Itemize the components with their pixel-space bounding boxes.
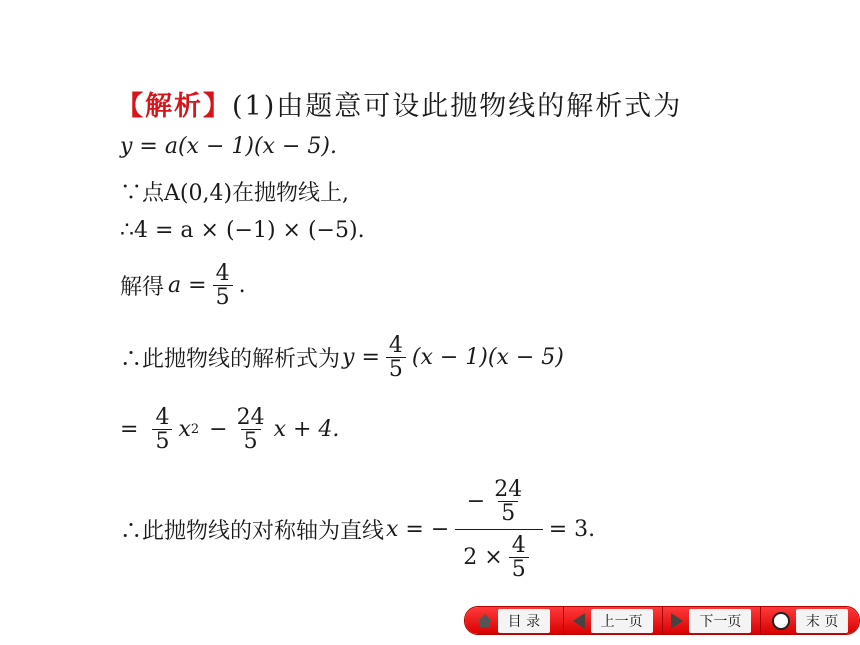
numerator: 4: [155, 405, 170, 430]
last-page-button[interactable]: [761, 607, 859, 634]
analysis-tag: 【解析】: [116, 91, 232, 122]
equation-text: y =: [342, 345, 380, 371]
equation-line-7: [120, 478, 595, 581]
compound-denominator: [455, 529, 542, 581]
next-label: 下一页: [689, 609, 751, 633]
equation-text: ∵点A(0,4)在抛物线上,: [120, 181, 350, 206]
equation-text: ∴此抛物线的对称轴为直线: [120, 519, 385, 545]
contents-button[interactable]: [465, 607, 564, 634]
compound-fraction: [455, 478, 542, 581]
denominator: 5: [386, 357, 406, 381]
numerator: 4: [215, 261, 230, 286]
equation-line-5: [120, 334, 564, 381]
numerator: 4: [511, 533, 526, 559]
previous-label: 上一页: [591, 609, 653, 633]
contents-label: 目 录: [498, 609, 550, 633]
denominator: 5: [213, 285, 233, 309]
fraction: [152, 406, 172, 453]
slide-navigation-bar: [464, 606, 860, 635]
equation-text: y = a(x − 1)(x − 5).: [120, 134, 337, 159]
equation-text: .: [238, 273, 246, 299]
numerator: 24: [236, 405, 265, 430]
numerator: 24: [494, 477, 523, 502]
title-text: (1)由题意可设此抛物线的解析式为: [232, 91, 683, 122]
left-arrow-icon: [573, 613, 585, 629]
next-page-button[interactable]: [663, 607, 762, 634]
solution-title: [116, 84, 682, 123]
fraction: [491, 478, 525, 525]
equation-text: = 3.: [548, 517, 596, 543]
fraction: [213, 262, 233, 309]
previous-page-button[interactable]: [564, 607, 663, 634]
equation-text: ∴此抛物线的解析式为: [120, 347, 341, 373]
equation-text: ∴4 = a × (−1) × (−5).: [120, 218, 365, 243]
numerator: 4: [388, 333, 403, 358]
equation-text: −: [466, 489, 486, 515]
equation-text: a =: [168, 273, 207, 299]
equation-text: =: [120, 417, 139, 443]
exponent: 2: [190, 422, 200, 438]
equation-text: x: [178, 417, 191, 443]
equation-text: −: [209, 417, 228, 443]
equation-line-3: [120, 218, 365, 243]
denominator: 5: [498, 501, 518, 525]
right-arrow-icon: [671, 613, 683, 629]
last-label: 末 页: [796, 609, 848, 633]
fraction: [234, 406, 268, 453]
equation-line-6: [120, 406, 339, 453]
equation-line-2: [120, 176, 349, 207]
circle-icon: [772, 612, 790, 630]
equation-text: 解得: [120, 275, 165, 301]
equation-text: x = −: [386, 517, 450, 543]
denominator: 5: [152, 429, 172, 453]
denominator: 5: [509, 557, 529, 581]
fraction: [386, 334, 406, 381]
denominator: 5: [241, 429, 261, 453]
equation-text: x + 4.: [273, 417, 340, 443]
home-icon: [478, 614, 492, 621]
equation-text: (x − 1)(x − 5): [411, 345, 564, 371]
equation-text: 2 ×: [463, 545, 503, 571]
equation-line-1: [120, 134, 337, 159]
equation-line-4: [120, 262, 246, 309]
fraction: [509, 534, 529, 581]
compound-numerator: [459, 478, 539, 529]
